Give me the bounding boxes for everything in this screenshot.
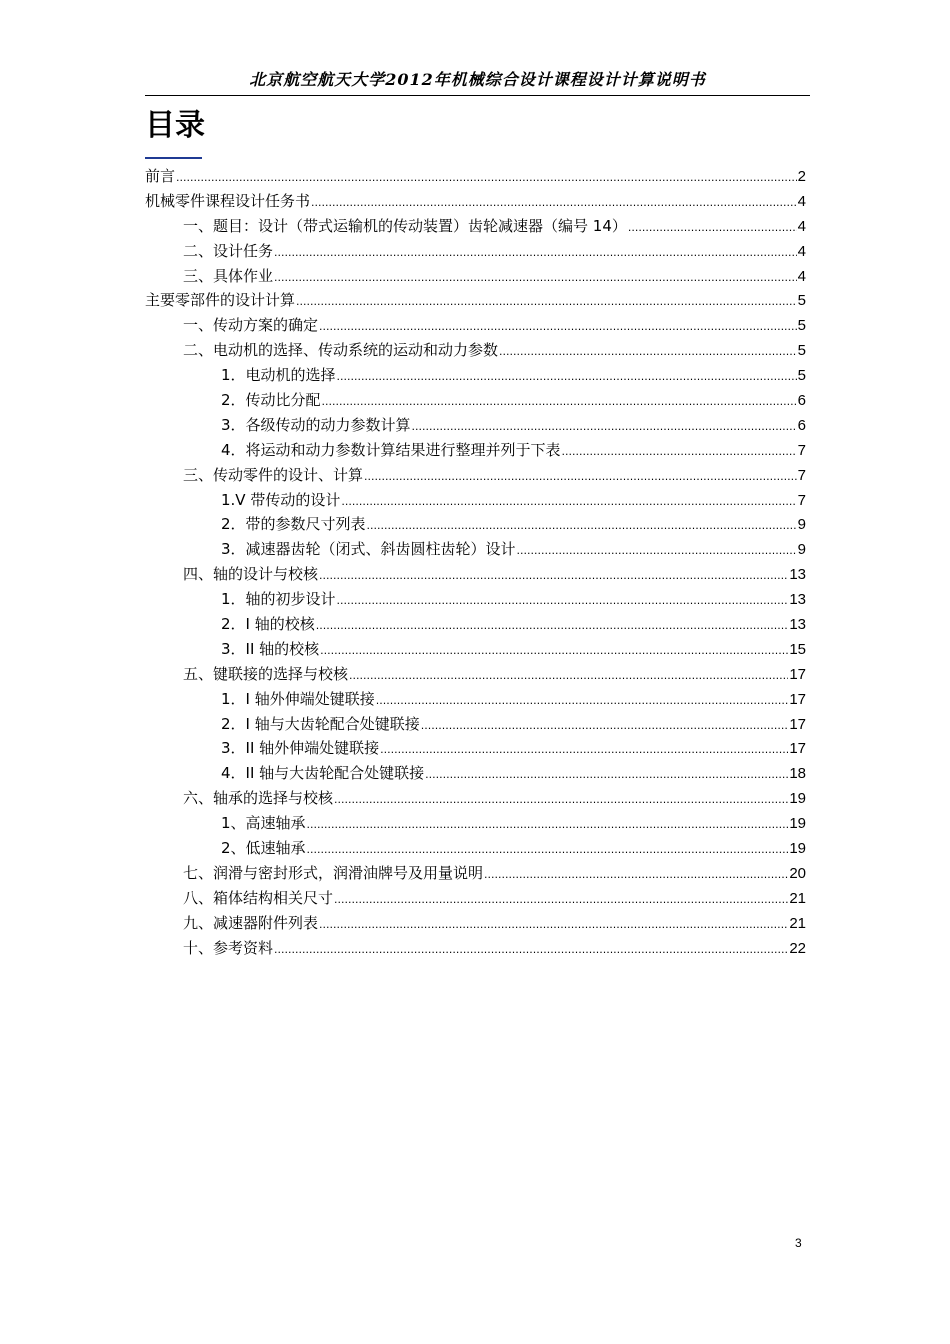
toc-entry[interactable] xyxy=(145,786,806,811)
toc-entry-page: 5 xyxy=(797,292,806,310)
toc-entry-page: 18 xyxy=(789,765,806,783)
toc-dot-leader xyxy=(562,438,797,463)
toc-entry[interactable] xyxy=(145,164,806,189)
toc-entry[interactable] xyxy=(145,587,806,612)
toc-dot-leader xyxy=(274,239,797,264)
toc-dot-leader xyxy=(364,463,797,488)
toc-dot-leader xyxy=(517,537,797,562)
toc-entry-page: 19 xyxy=(789,815,806,833)
toc-entry-title: 二、设计任务 xyxy=(183,241,274,260)
toc-entry-page: 5 xyxy=(797,317,806,335)
toc-entry-title: 二、电动机的选择、传动系统的运动和动力参数 xyxy=(183,341,499,360)
toc-dot-leader xyxy=(367,512,797,537)
toc-entry-page: 17 xyxy=(789,665,806,683)
toc-dot-leader xyxy=(319,911,788,936)
toc-dot-leader xyxy=(334,786,788,811)
toc-dot-leader xyxy=(274,264,797,289)
toc-entry[interactable] xyxy=(145,712,806,737)
toc-entry-page: 6 xyxy=(797,416,806,434)
toc-entry-page: 13 xyxy=(789,616,806,634)
toc-entry-page: 7 xyxy=(797,491,806,509)
toc-entry[interactable] xyxy=(145,736,806,761)
toc-entry-page: 6 xyxy=(797,392,806,410)
toc-entry[interactable] xyxy=(145,886,806,911)
toc-entry-title: 一、题目：设计（带式运输机的传动装置）齿轮减速器（编号 14） xyxy=(183,216,627,235)
toc-entry-page: 13 xyxy=(789,566,806,584)
toc-entry-page: 5 xyxy=(797,367,806,385)
toc-entry-title: 4．将运动和动力参数计算结果进行整理并列于下表 xyxy=(221,440,561,459)
toc-entry-title: 三、具体作业 xyxy=(183,266,274,285)
toc-dot-leader xyxy=(337,587,789,612)
toc-entry[interactable] xyxy=(145,313,806,338)
toc-entry-title: 3．减速器齿轮（闭式、斜齿圆柱齿轮）设计 xyxy=(221,540,516,559)
toc-dot-leader xyxy=(334,886,788,911)
toc-dot-leader xyxy=(319,562,788,587)
toc-entry[interactable] xyxy=(145,189,806,214)
toc-entry-page: 4 xyxy=(797,267,806,285)
toc-entry-title: 2．I 轴的校核 xyxy=(221,615,315,634)
toc-entry[interactable] xyxy=(145,488,806,513)
toc-entry[interactable] xyxy=(145,811,806,836)
toc-entry-title: 前言 xyxy=(145,167,176,185)
running-header: 北京航空航天大学2012年机械综合设计课程设计计算说明书 xyxy=(249,70,706,89)
toc-entry[interactable] xyxy=(145,562,806,587)
toc-entry[interactable] xyxy=(145,861,806,886)
toc-entry-page: 15 xyxy=(789,640,806,658)
toc-entry[interactable] xyxy=(145,338,806,363)
toc-entry-title: 七、润滑与密封形式，润滑油牌号及用量说明 xyxy=(183,863,484,882)
toc-entry-title: 2．带的参数尺寸列表 xyxy=(221,515,366,534)
toc-entry-page: 4 xyxy=(797,217,806,235)
toc-dot-leader xyxy=(337,363,797,388)
toc-entry-page: 19 xyxy=(789,790,806,808)
toc-entry-page: 7 xyxy=(797,441,806,459)
toc-dot-leader xyxy=(349,662,788,687)
toc-entry-title: 1．电动机的选择 xyxy=(221,366,336,385)
toc-entry-title: 2、低速轴承 xyxy=(221,839,306,858)
toc-entry-title: 十、参考资料 xyxy=(183,938,274,957)
toc-entry-title: 3．II 轴的校核 xyxy=(221,639,320,658)
toc-entry-title: 五、键联接的选择与校核 xyxy=(183,664,349,683)
toc-entry[interactable] xyxy=(145,463,806,488)
toc-dot-leader xyxy=(316,612,789,637)
toc-dot-leader xyxy=(307,811,789,836)
toc-entry-title: 2．I 轴与大齿轮配合处键联接 xyxy=(221,714,420,733)
toc-entry-title: 2．传动比分配 xyxy=(221,391,321,410)
toc-entry-page: 21 xyxy=(789,914,806,932)
toc-entry-page: 17 xyxy=(789,740,806,758)
toc-entry-title: 1．I 轴外伸端处键联接 xyxy=(221,689,375,708)
toc-dot-leader xyxy=(376,687,789,712)
toc-dot-leader xyxy=(176,164,797,189)
toc-entry[interactable] xyxy=(145,264,806,289)
toc-entry-title: 3．II 轴外伸端处键联接 xyxy=(221,739,380,758)
toc-dot-leader xyxy=(484,861,788,886)
toc-entry[interactable] xyxy=(145,438,806,463)
toc-entry[interactable] xyxy=(145,413,806,438)
toc-entry[interactable] xyxy=(145,687,806,712)
toc-entry[interactable] xyxy=(145,662,806,687)
page-number: 3 xyxy=(795,1236,802,1250)
toc-dot-leader xyxy=(322,388,797,413)
toc-dot-leader xyxy=(296,288,797,313)
toc-entry[interactable] xyxy=(145,239,806,264)
toc-entry-title: 3．各级传动的动力参数计算 xyxy=(221,415,411,434)
toc-entry-page: 4 xyxy=(797,242,806,260)
toc-entry-page: 13 xyxy=(789,591,806,609)
toc-dot-leader xyxy=(421,712,789,737)
toc-entry-title: 1．轴的初步设计 xyxy=(221,590,336,609)
toc-entry-page: 22 xyxy=(789,939,806,957)
toc-entry-page: 5 xyxy=(797,342,806,360)
toc-dot-leader xyxy=(320,637,788,662)
toc-entry[interactable] xyxy=(145,363,806,388)
toc-entry-page: 9 xyxy=(797,541,806,559)
toc-entry-title: 机械零件课程设计任务书 xyxy=(145,191,311,210)
toc-title: 目录 xyxy=(145,108,205,143)
toc-entry-page: 19 xyxy=(789,840,806,858)
toc-entry[interactable] xyxy=(145,288,806,313)
toc-entry-page: 7 xyxy=(797,466,806,484)
toc-dot-leader xyxy=(412,413,797,438)
toc-entry[interactable] xyxy=(145,537,806,562)
toc-title-underline xyxy=(145,157,202,159)
toc-entry[interactable] xyxy=(145,214,806,239)
toc-entry-page: 20 xyxy=(789,864,806,882)
toc-entry-title: 六、轴承的选择与校核 xyxy=(183,789,334,808)
toc-entry-page: 4 xyxy=(797,192,806,210)
toc-dot-leader xyxy=(311,189,797,214)
toc-entry[interactable] xyxy=(145,512,806,537)
toc-entry-title: 三、传动零件的设计、计算 xyxy=(183,465,364,484)
toc-entry-title: 九、减速器附件列表 xyxy=(183,913,319,932)
toc-entry-title: 1、高速轴承 xyxy=(221,814,306,833)
toc-entry-page: 2 xyxy=(797,168,806,185)
toc-entry[interactable] xyxy=(145,612,806,637)
toc-entry-page: 17 xyxy=(789,715,806,733)
toc-entry[interactable] xyxy=(145,936,806,961)
toc-entry[interactable] xyxy=(145,637,806,662)
toc-dot-leader xyxy=(380,736,788,761)
toc-entry-page: 21 xyxy=(789,889,806,907)
toc-entry-title: 主要零部件的设计计算 xyxy=(145,291,296,310)
toc-dot-leader xyxy=(341,488,796,513)
toc-entry-title: 一、传动方案的确定 xyxy=(183,316,319,335)
toc-entry-page: 17 xyxy=(789,690,806,708)
toc-entry-title: 4．II 轴与大齿轮配合处键联接 xyxy=(221,764,425,783)
toc-entry-title: 1.V 带传动的设计 xyxy=(221,490,341,509)
toc-dot-leader xyxy=(319,313,797,338)
toc-entry[interactable] xyxy=(145,836,806,861)
header-rule xyxy=(145,95,810,96)
toc-entry-page: 9 xyxy=(797,516,806,534)
toc-entry[interactable] xyxy=(145,388,806,413)
toc-entry-title: 四、轴的设计与校核 xyxy=(183,565,319,584)
toc-entry[interactable] xyxy=(145,761,806,786)
toc-dot-leader xyxy=(628,214,797,239)
toc-dot-leader xyxy=(425,761,788,786)
toc-dot-leader xyxy=(307,836,789,861)
table-of-contents xyxy=(145,164,806,961)
toc-dot-leader xyxy=(274,936,788,961)
toc-entry[interactable] xyxy=(145,911,806,936)
toc-entry-title: 八、箱体结构相关尺寸 xyxy=(183,888,334,907)
toc-dot-leader xyxy=(499,338,797,363)
